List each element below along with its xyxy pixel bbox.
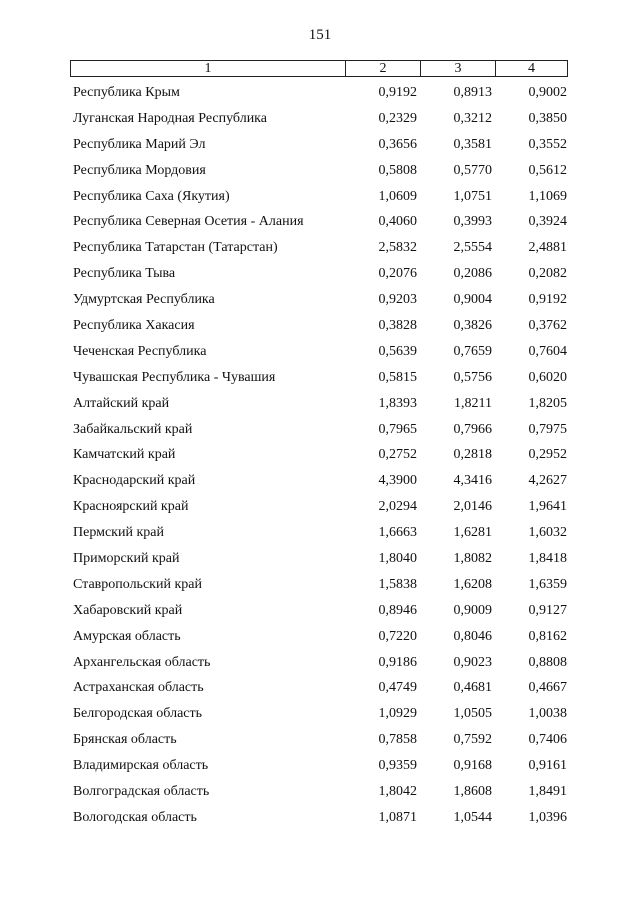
value-col-4: 4,2627	[528, 473, 567, 489]
value-col-3: 0,3212	[453, 110, 492, 126]
value-col-3: 1,8608	[453, 784, 492, 800]
value-col-2: 0,2752	[378, 447, 417, 463]
value-col-3: 0,7592	[453, 732, 492, 748]
value-col-2: 1,0609	[378, 188, 417, 204]
region-name: Республика Марий Эл	[73, 136, 206, 152]
table-row	[0, 339, 640, 365]
page-number: 151	[308, 27, 332, 43]
value-col-4: 0,7406	[528, 732, 567, 748]
region-name: Владимирская область	[73, 758, 209, 774]
table-row	[0, 546, 640, 572]
value-col-3: 0,3826	[453, 318, 492, 334]
value-col-3: 0,2818	[453, 447, 492, 463]
value-col-3: 0,5770	[453, 162, 492, 178]
value-col-3: 1,0505	[453, 706, 492, 722]
value-col-2: 0,7965	[378, 421, 417, 437]
table-row	[0, 468, 640, 494]
value-col-4: 0,3762	[528, 318, 567, 334]
value-col-2: 1,8040	[378, 551, 417, 567]
table-row	[0, 701, 640, 727]
region-name: Республика Татарстан (Татарстан)	[73, 240, 278, 256]
header-col-3: 3	[420, 61, 495, 76]
table-row	[0, 106, 640, 132]
value-col-3: 1,0751	[453, 188, 492, 204]
table-row	[0, 261, 640, 287]
value-col-4: 1,1069	[528, 188, 567, 204]
table-row	[0, 624, 640, 650]
region-name: Краснодарский край	[73, 473, 196, 489]
value-col-4: 1,0396	[528, 809, 567, 825]
value-col-4: 0,3924	[528, 214, 567, 230]
value-col-2: 1,0871	[378, 809, 417, 825]
table-row	[0, 365, 640, 391]
value-col-2: 0,5815	[378, 369, 417, 385]
region-name: Красноярский край	[73, 499, 189, 515]
region-name: Республика Мордовия	[73, 162, 206, 178]
table-row	[0, 209, 640, 235]
table-header	[70, 60, 568, 77]
region-name: Республика Саха (Якутия)	[73, 188, 230, 204]
value-col-4: 0,3552	[528, 136, 567, 152]
region-name: Ставропольский край	[73, 576, 202, 592]
value-col-2: 1,5838	[378, 576, 417, 592]
region-name: Хабаровский край	[73, 602, 183, 618]
region-name: Белгородская область	[73, 706, 203, 722]
region-name: Пермский край	[73, 525, 164, 541]
value-col-4: 1,8418	[528, 551, 567, 567]
value-col-4: 0,6020	[528, 369, 567, 385]
value-col-4: 1,9641	[528, 499, 567, 515]
value-col-4: 0,3850	[528, 110, 567, 126]
table-row	[0, 287, 640, 313]
region-name: Брянская область	[73, 732, 177, 748]
value-col-4: 0,7975	[528, 421, 567, 437]
table-row	[0, 494, 640, 520]
table-row	[0, 132, 640, 158]
region-name: Чувашская Республика - Чувашия	[73, 369, 276, 385]
value-col-4: 0,8808	[528, 654, 567, 670]
value-col-2: 0,9359	[378, 758, 417, 774]
value-col-2: 0,2076	[378, 266, 417, 282]
value-col-2: 0,4749	[378, 680, 417, 696]
value-col-4: 0,9002	[528, 85, 567, 100]
table-row	[0, 779, 640, 805]
value-col-2: 0,5808	[378, 162, 417, 178]
value-col-4: 0,2082	[528, 266, 567, 282]
value-col-2: 0,9203	[378, 292, 417, 308]
value-col-3: 4,3416	[453, 473, 492, 489]
value-col-3: 0,9009	[453, 602, 492, 618]
value-col-4: 1,6032	[528, 525, 567, 541]
value-col-3: 1,8082	[453, 551, 492, 567]
value-col-2: 0,2329	[378, 110, 417, 126]
value-col-3: 0,9168	[453, 758, 492, 774]
value-col-4: 1,0038	[528, 706, 567, 722]
region-name: Алтайский край	[73, 395, 170, 411]
region-name: Республика Хакасия	[73, 318, 195, 334]
table-row	[0, 313, 640, 339]
value-col-4: 0,8162	[528, 628, 567, 644]
value-col-3: 0,9023	[453, 654, 492, 670]
value-col-4: 0,4667	[528, 680, 567, 696]
header-col-1: 1	[204, 61, 212, 76]
value-col-2: 1,8042	[378, 784, 417, 800]
value-col-3: 0,3581	[453, 136, 492, 152]
table-row	[0, 598, 640, 624]
value-col-2: 0,8946	[378, 602, 417, 618]
table-row	[0, 675, 640, 701]
table-row	[0, 235, 640, 261]
value-col-2: 2,5832	[378, 240, 417, 256]
table-row	[0, 727, 640, 753]
value-col-3: 0,9004	[453, 292, 492, 308]
value-col-2: 0,9186	[378, 654, 417, 670]
value-col-4: 1,6359	[528, 576, 567, 592]
value-col-2: 1,8393	[378, 395, 417, 411]
region-name: Забайкальский край	[73, 421, 193, 437]
value-col-3: 1,8211	[454, 395, 492, 411]
value-col-2: 0,4060	[378, 214, 417, 230]
table-row	[0, 805, 640, 831]
table-body	[0, 80, 640, 831]
value-col-3: 0,8046	[453, 628, 492, 644]
value-col-2: 0,7220	[378, 628, 417, 644]
region-name: Амурская область	[73, 628, 181, 644]
value-col-2: 0,7858	[378, 732, 417, 748]
value-col-2: 1,6663	[378, 525, 417, 541]
value-col-3: 0,2086	[453, 266, 492, 282]
region-name: Архангельская область	[73, 654, 211, 670]
value-col-2: 0,5639	[378, 343, 417, 359]
value-col-3: 2,0146	[453, 499, 492, 515]
value-col-3: 0,8913	[453, 85, 492, 100]
table-row	[0, 442, 640, 468]
value-col-2: 0,9192	[378, 85, 417, 100]
table-row	[0, 391, 640, 417]
region-name: Республика Северная Осетия - Алания	[73, 214, 304, 230]
region-name: Вологодская область	[73, 809, 197, 825]
value-col-2: 0,3828	[378, 318, 417, 334]
region-name: Астраханская область	[73, 680, 204, 696]
region-name: Приморский край	[73, 551, 180, 567]
table-row	[0, 80, 640, 106]
table-row	[0, 417, 640, 443]
value-col-3: 0,3993	[453, 214, 492, 230]
value-col-4: 1,8205	[528, 395, 567, 411]
table-row	[0, 753, 640, 779]
table-row	[0, 650, 640, 676]
table-row	[0, 158, 640, 184]
value-col-4: 0,9127	[528, 602, 567, 618]
value-col-3: 0,7659	[453, 343, 492, 359]
value-col-4: 2,4881	[528, 240, 567, 256]
value-col-2: 4,3900	[378, 473, 417, 489]
value-col-3: 1,6208	[453, 576, 492, 592]
value-col-4: 0,7604	[528, 343, 567, 359]
header-col-4: 4	[495, 61, 567, 76]
value-col-3: 0,4681	[453, 680, 492, 696]
value-col-4: 0,5612	[528, 162, 567, 178]
value-col-3: 2,5554	[453, 240, 492, 256]
region-name: Республика Тыва	[73, 266, 176, 282]
value-col-2: 0,3656	[378, 136, 417, 152]
value-col-4: 1,8491	[528, 784, 567, 800]
header-col-2: 2	[345, 61, 420, 76]
value-col-4: 0,9161	[528, 758, 567, 774]
value-col-2: 2,0294	[378, 499, 417, 515]
region-name: Луганская Народная Республика	[73, 110, 267, 126]
value-col-3: 1,6281	[453, 525, 492, 541]
value-col-3: 0,5756	[453, 369, 492, 385]
table-row	[0, 520, 640, 546]
region-name: Волгоградская область	[73, 784, 210, 800]
value-col-3: 0,7966	[453, 421, 492, 437]
region-name: Республика Крым	[73, 85, 180, 100]
value-col-4: 0,9192	[528, 292, 567, 308]
region-name: Чеченская Республика	[73, 343, 207, 359]
value-col-2: 1,0929	[378, 706, 417, 722]
table-row	[0, 572, 640, 598]
region-name: Камчатский край	[73, 447, 176, 463]
value-col-3: 1,0544	[453, 809, 492, 825]
value-col-4: 0,2952	[528, 447, 567, 463]
table-row	[0, 184, 640, 210]
region-name: Удмуртская Республика	[73, 292, 215, 308]
